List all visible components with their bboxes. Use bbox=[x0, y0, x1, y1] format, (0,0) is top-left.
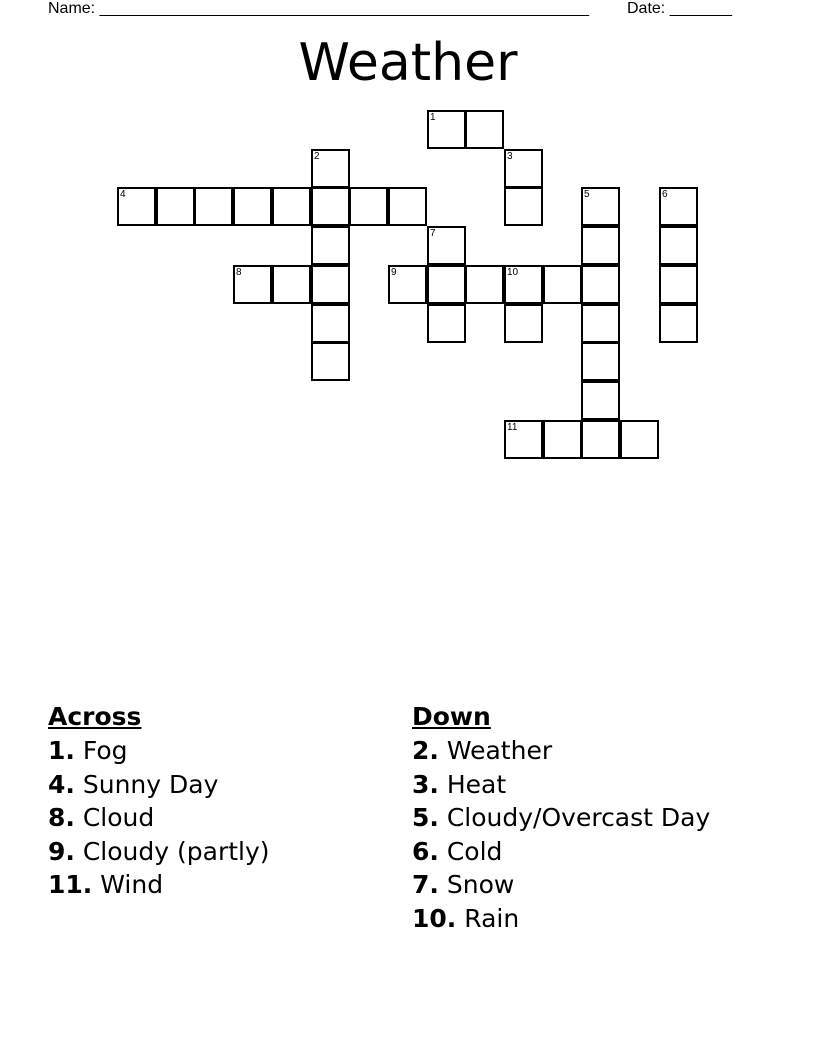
crossword-cell[interactable] bbox=[543, 420, 582, 459]
clue-item bbox=[412, 801, 792, 835]
across-heading: Across bbox=[48, 702, 142, 731]
down-heading: Down bbox=[412, 702, 491, 731]
crossword-cell[interactable] bbox=[581, 265, 620, 304]
clue-number: 7. bbox=[412, 870, 439, 899]
crossword-cell[interactable] bbox=[272, 265, 311, 304]
clue-number: 5. bbox=[412, 803, 439, 832]
down-clues bbox=[412, 700, 792, 935]
clue-text: Cloudy/Overcast Day bbox=[438, 803, 711, 832]
clue-text: Rain bbox=[456, 903, 520, 933]
crossword-cell[interactable] bbox=[465, 265, 504, 304]
cell-number: 11 bbox=[507, 422, 518, 433]
cell-number: 2 bbox=[314, 151, 320, 162]
crossword-cell[interactable] bbox=[427, 265, 466, 304]
crossword-cell[interactable] bbox=[311, 265, 350, 304]
name-label: Name: _______________________________________________________ bbox=[48, 0, 589, 17]
clue-number: 4. bbox=[48, 769, 75, 799]
crossword-cell[interactable] bbox=[504, 265, 543, 304]
crossword-cell[interactable] bbox=[388, 187, 427, 226]
cell-number: 1 bbox=[430, 112, 436, 123]
clue-number: 2. bbox=[412, 736, 439, 765]
clue-item bbox=[412, 902, 792, 936]
cell-number: 5 bbox=[584, 189, 590, 200]
clue-item bbox=[48, 734, 378, 768]
cell-number: 10 bbox=[507, 267, 519, 278]
cell-number: 3 bbox=[507, 151, 513, 162]
crossword-cell[interactable] bbox=[117, 187, 156, 226]
crossword-cell[interactable] bbox=[659, 304, 698, 343]
crossword-cell[interactable] bbox=[311, 226, 350, 265]
clue-number: 3. bbox=[412, 769, 439, 799]
clue-text: Weather bbox=[438, 736, 553, 765]
cell-number: 7 bbox=[430, 228, 436, 239]
clue-text: Fog bbox=[74, 736, 128, 765]
crossword-cell[interactable] bbox=[581, 304, 620, 343]
crossword-cell[interactable] bbox=[349, 187, 388, 226]
clue-text: Snow bbox=[438, 870, 515, 899]
clue-item bbox=[48, 768, 378, 802]
crossword-cell[interactable] bbox=[659, 187, 698, 226]
clue-item bbox=[412, 734, 792, 768]
crossword-cell[interactable] bbox=[659, 226, 698, 265]
clue-text: Wind bbox=[92, 870, 164, 899]
clue-number: 10. bbox=[412, 903, 457, 933]
crossword-cell[interactable] bbox=[543, 265, 582, 304]
crossword-cell[interactable] bbox=[581, 226, 620, 265]
clue-item bbox=[48, 801, 378, 835]
clue-text: Cold bbox=[438, 836, 503, 866]
crossword-cell[interactable] bbox=[427, 304, 466, 343]
crossword-cell[interactable] bbox=[311, 149, 350, 188]
crossword-cell[interactable] bbox=[311, 187, 350, 226]
cell-number: 4 bbox=[120, 189, 126, 200]
crossword-cell[interactable] bbox=[581, 187, 620, 226]
clue-item bbox=[48, 868, 378, 902]
crossword-cell[interactable] bbox=[233, 187, 272, 226]
crossword-cell[interactable] bbox=[581, 342, 620, 381]
clue-text: Cloudy (partly) bbox=[74, 836, 270, 866]
cell-number: 6 bbox=[662, 189, 668, 200]
crossword-cell[interactable] bbox=[272, 187, 311, 226]
crossword-cell[interactable] bbox=[156, 187, 195, 226]
crossword-cell[interactable] bbox=[233, 265, 272, 304]
date-label: Date: _______ bbox=[627, 0, 732, 17]
crossword-cell[interactable] bbox=[504, 149, 543, 188]
crossword-cell[interactable] bbox=[504, 187, 543, 226]
crossword-cell[interactable] bbox=[620, 420, 659, 459]
clue-item bbox=[412, 868, 792, 902]
cell-number: 8 bbox=[236, 267, 242, 278]
clue-item bbox=[412, 835, 792, 869]
clue-text: Sunny Day bbox=[74, 769, 219, 799]
crossword-cell[interactable] bbox=[388, 265, 427, 304]
crossword-cell[interactable] bbox=[311, 304, 350, 343]
clue-number: 11. bbox=[48, 870, 93, 899]
crossword-grid bbox=[0, 0, 816, 470]
crossword-cell[interactable] bbox=[427, 226, 466, 265]
clue-item bbox=[48, 835, 378, 869]
clue-item bbox=[412, 768, 792, 802]
across-clues bbox=[48, 700, 378, 902]
cell-number: 9 bbox=[391, 267, 397, 278]
page-title: Weather bbox=[298, 33, 518, 93]
clue-text: Heat bbox=[438, 769, 507, 799]
crossword-cell[interactable] bbox=[659, 265, 698, 304]
clue-text: Cloud bbox=[74, 803, 155, 832]
clue-number: 9. bbox=[48, 836, 75, 866]
clue-number: 6. bbox=[412, 836, 439, 866]
crossword-cell[interactable] bbox=[504, 304, 543, 343]
crossword-cell[interactable] bbox=[504, 420, 543, 459]
crossword-cell[interactable] bbox=[465, 110, 504, 149]
crossword-cell[interactable] bbox=[427, 110, 466, 149]
crossword-cell[interactable] bbox=[311, 342, 350, 381]
clue-number: 1. bbox=[48, 736, 75, 765]
crossword-cell[interactable] bbox=[194, 187, 233, 226]
clue-number: 8. bbox=[48, 803, 75, 832]
crossword-cell[interactable] bbox=[581, 420, 620, 459]
crossword-cell[interactable] bbox=[581, 381, 620, 420]
